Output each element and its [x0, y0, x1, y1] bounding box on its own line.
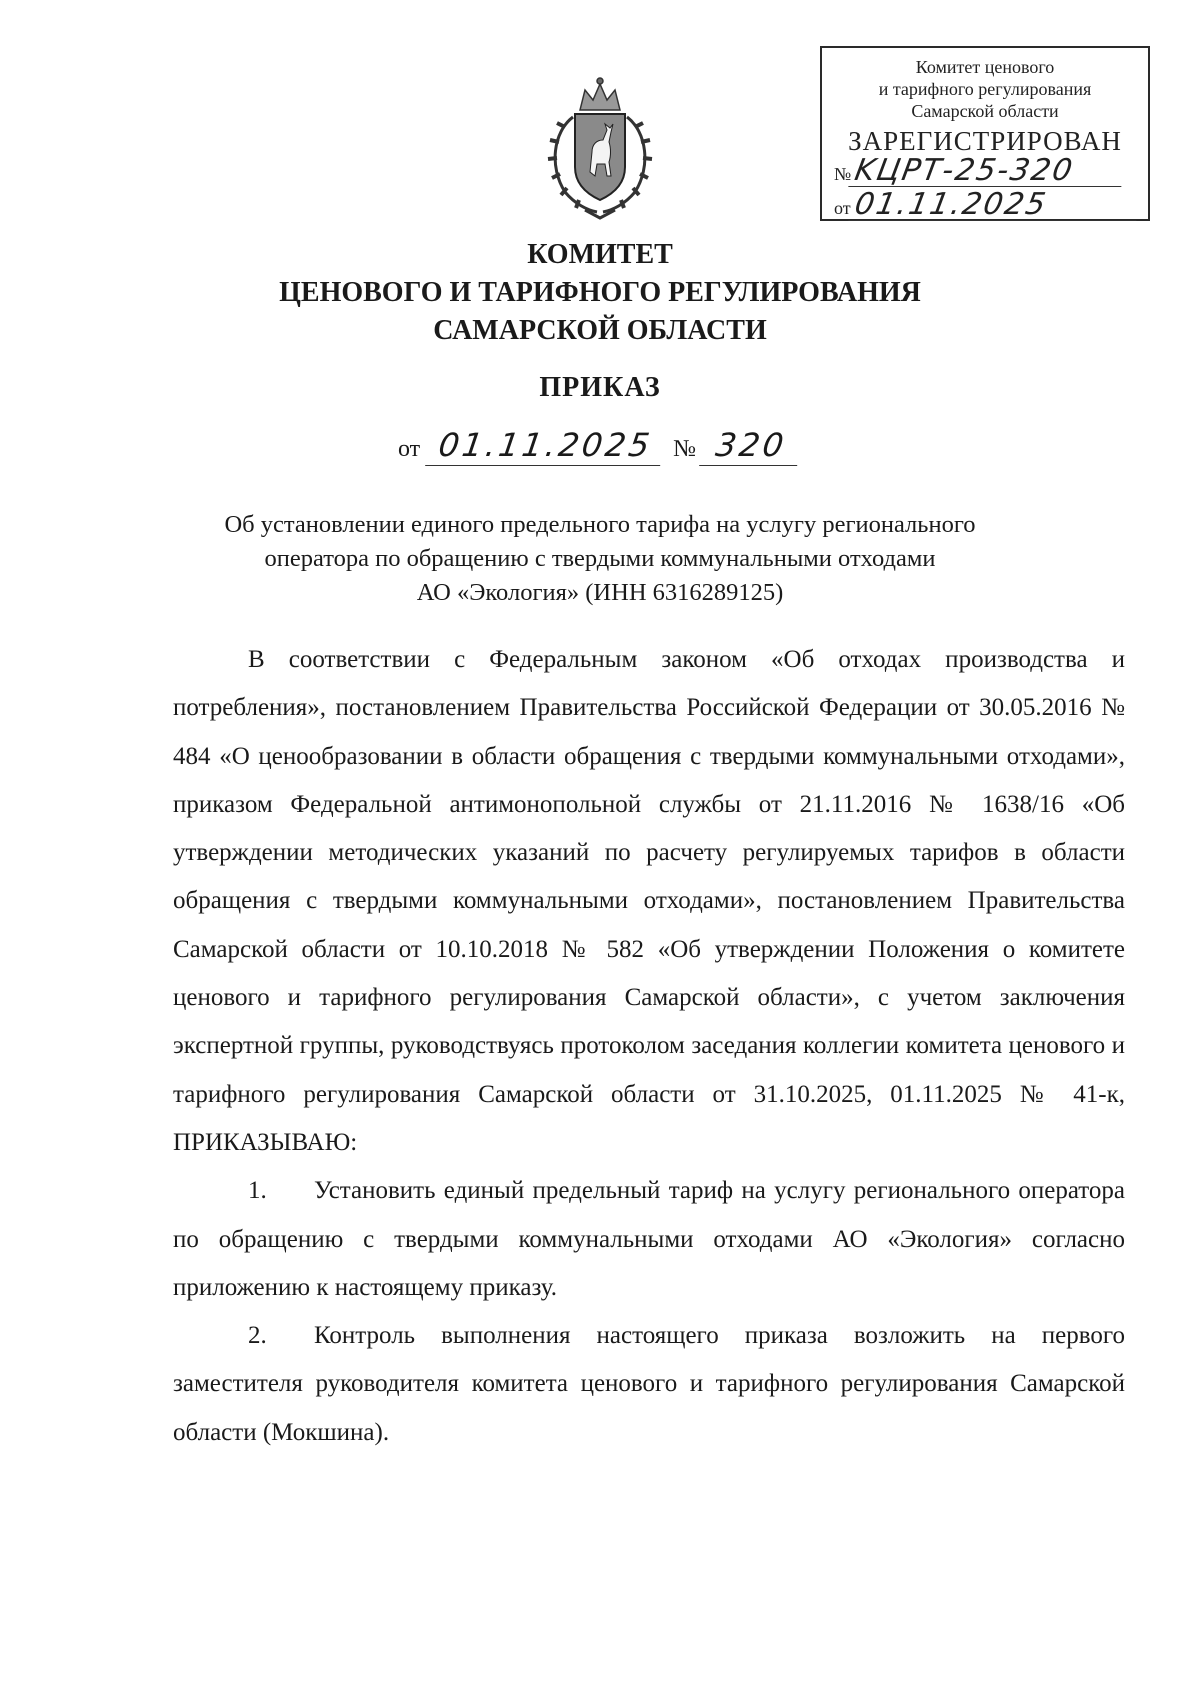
header-line3: САМАРСКОЙ ОБЛАСТИ: [433, 315, 767, 346]
stamp-org-line2: и тарифного регулирования: [878, 79, 1092, 99]
coat-of-arms-icon: [535, 72, 665, 222]
stamp-date-line: [834, 187, 1139, 222]
stamp-number-line: [834, 153, 1124, 188]
subject-line2: оператора по обращению с твердыми коммунальными отходами: [264, 545, 936, 572]
stamp-number-value: KЦРТ-25-320: [848, 156, 1126, 187]
order-item-text: Установить единый предельный тариф на услугу регионального оператора по обращению с твердыми коммунальными отходами АО «Экология» согласно приложению к настоящему приказу.: [173, 1177, 1125, 1301]
header-line1: КОМИТЕТ: [527, 239, 673, 270]
order-item-number: 2.: [248, 1322, 267, 1350]
registration-stamp: [820, 46, 1150, 221]
order-item-text: Контроль выполнения настоящего приказа возложить на первого заместителя руководителя комитета ценового и тарифного регулирования Самарской области (Мокшина).: [173, 1322, 1125, 1446]
date-value: 01.11.2025: [425, 425, 666, 466]
stamp-date-value: 01.11.2025: [848, 190, 1141, 221]
number-label: №: [673, 436, 697, 462]
document-type: ПРИКАЗ: [539, 372, 661, 403]
document-date-number: [398, 425, 800, 469]
header-line2: ЦЕНОВОГО И ТАРИФНОГО РЕГУЛИРОВАНИЯ: [279, 277, 921, 308]
stamp-date-label: от: [834, 198, 851, 218]
stamp-org-line3: Самарской области: [911, 101, 1059, 121]
date-label: от: [398, 436, 421, 462]
document-subject: [200, 508, 1000, 610]
order-item: [173, 1312, 1125, 1457]
number-value: 320: [699, 425, 803, 466]
document-body: [173, 636, 1125, 1457]
stamp-status: ЗАРЕГИСТРИРОВАН: [848, 126, 1122, 156]
committee-header: [0, 236, 1200, 350]
order-item: [173, 1167, 1125, 1312]
order-item-number: 1.: [248, 1177, 267, 1205]
preamble-paragraph: В соответствии с Федеральным законом «Об отходах производства и потребления», постановлением Правительства Российской Федерации от 30.05.2016 № 484 «О ценообразовании в области обращения с твердыми коммунальными отходами», приказом Федеральной антимонопольной службы от 21.11.2016 № 1638/16 «Об утверждении методических указаний по расчету регулируемых тарифов в области обращения с твердыми коммунальными отходами», постановлением Правительства Самарской области от 10.10.2018 № 582 «Об утверждении Положения о комитете ценового и тарифного регулирования Самарской области», с учетом заключения экспертной группы, руководствуясь протоколом заседания коллегии комитета ценового и тарифного регулирования Самарской области от 31.10.2025, 01.11.2025 № 41-к, ПРИКАЗЫВАЮ:: [173, 646, 1125, 1156]
stamp-number-label: №: [834, 164, 852, 184]
subject-line1: Об установлении единого предельного тарифа на услугу регионального: [224, 511, 976, 538]
stamp-org-line1: Комитет ценового: [915, 57, 1055, 77]
subject-line3: АО «Экология» (ИНН 6316289125): [416, 579, 784, 606]
